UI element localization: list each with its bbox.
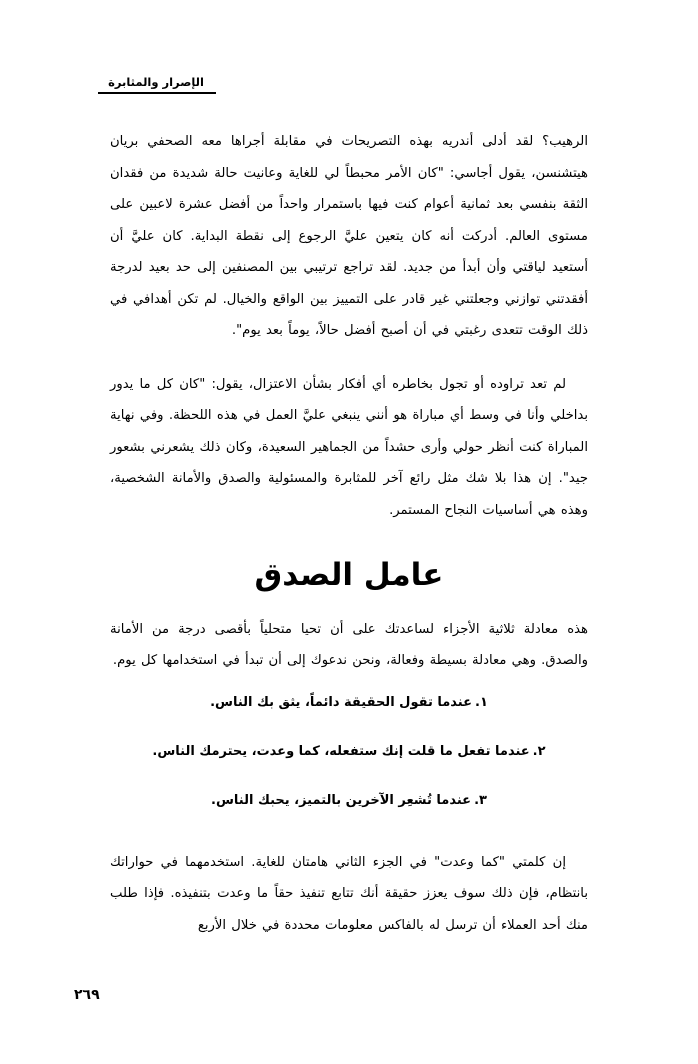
numbered-list [110,691,588,813]
list-item-number: ١. [475,694,488,710]
list-item-number: ٢. [532,743,546,759]
paragraph-4: إن كلمتي "كما وعدت" في الجزء الثاني هامتان للغاية. استخدمهما في حواراتك بانتظام، فإن ذلك سوف يعزز حقيقة أنك تتابع تنفيذ حقاً ما وعدت بتنفيذه. فإذا طلب منك أحد العملاء أن ترسل له بالفاكس معلومات محددة في خلال الأربع [110,854,588,933]
list-item-label: عندما تقول الحقيقة دائماً، يثق بك الناس. [210,694,472,710]
running-header-rule [98,92,216,94]
text-column [110,126,588,941]
list-item [110,740,588,764]
section-heading: عامل الصدق [254,557,444,593]
running-header [96,76,216,94]
paragraph-2: لم تعد تراوده أو تجول بخاطره أي أفكار بشأن الاعتزال، يقول: "كان كل ما يدور بداخلي وأنا في وسط أي مباراة هو أنني ينبغي عليَّ العمل في هذه اللحظة. وفي نهاية المباراة كنت أنظر حولي وأرى حشداً من الجماهير السعيدة، وكان ذلك يشعرني بشعور جيد". إن هذا بلا شك مثل رائع آخر للمثابرة والمسئولية والصدق والأمانة الشخصية، وهذه هي أساسيات النجاح المستمر. [110,376,588,518]
list-item [110,691,588,715]
list-item-number: ٣. [474,792,487,808]
spacer-after-list [110,813,588,847]
spacer-after-paragraph-1 [110,347,588,369]
running-header-text: الإصرار والمثابرة [108,75,204,89]
paragraph-1: الرهيب؟ لقد أدلى أندريه بهذه التصريحات في مقابلة أجراها معه الصحفي بريان هيتشنسن، يقول أجاسي: "كان الأمر محبطاً لي للغاية وعانيت حالة شديدة من فقدان الثقة بنفسي بعد ثمانية أعوام كنت فيها باستمرار واحداً من أفضل عشرة لاعبين على مستوى العالم. أدركت أنه كان يتعين عليَّ الرجوع إلى نقطة البداية. كان عليَّ أن أستعيد لياقتي وأن أبدأ من جديد. لقد تراجع ترتيبي بين المصنفين إلى حد بعيد لدرجة أفقدتني توازني وجعلتني غير قادر على التمييز بين الواقع والخيال. لم تكن أهدافي في ذلك الوقت تتعدى رغبتي في أن أصبح أفضل حالاً، يوماً بعد يوم". [110,134,588,338]
page-number: ٢٦٩ [74,987,100,1003]
list-item-label: عندما تُشعِر الآخرين بالتميز، يحبك الناس. [211,792,472,808]
spacer-after-heading [110,596,588,614]
list-item [110,789,588,813]
list-item-label: عندما تفعل ما قلت إنك ستفعله، كما وعدت، يحترمك الناس. [152,743,530,759]
paragraph-3: هذه معادلة ثلاثية الأجزاء لساعدتك على أن تحيا متحلياً بأقصى درجة من الأمانة والصدق. وهي معادلة بسيطة وفعالة، ونحن ندعوك إلى أن تبدأ في استخدامها كل يوم. [110,621,588,669]
spacer-after-paragraph-2 [110,526,588,552]
spacer-after-paragraph-3 [110,677,588,691]
